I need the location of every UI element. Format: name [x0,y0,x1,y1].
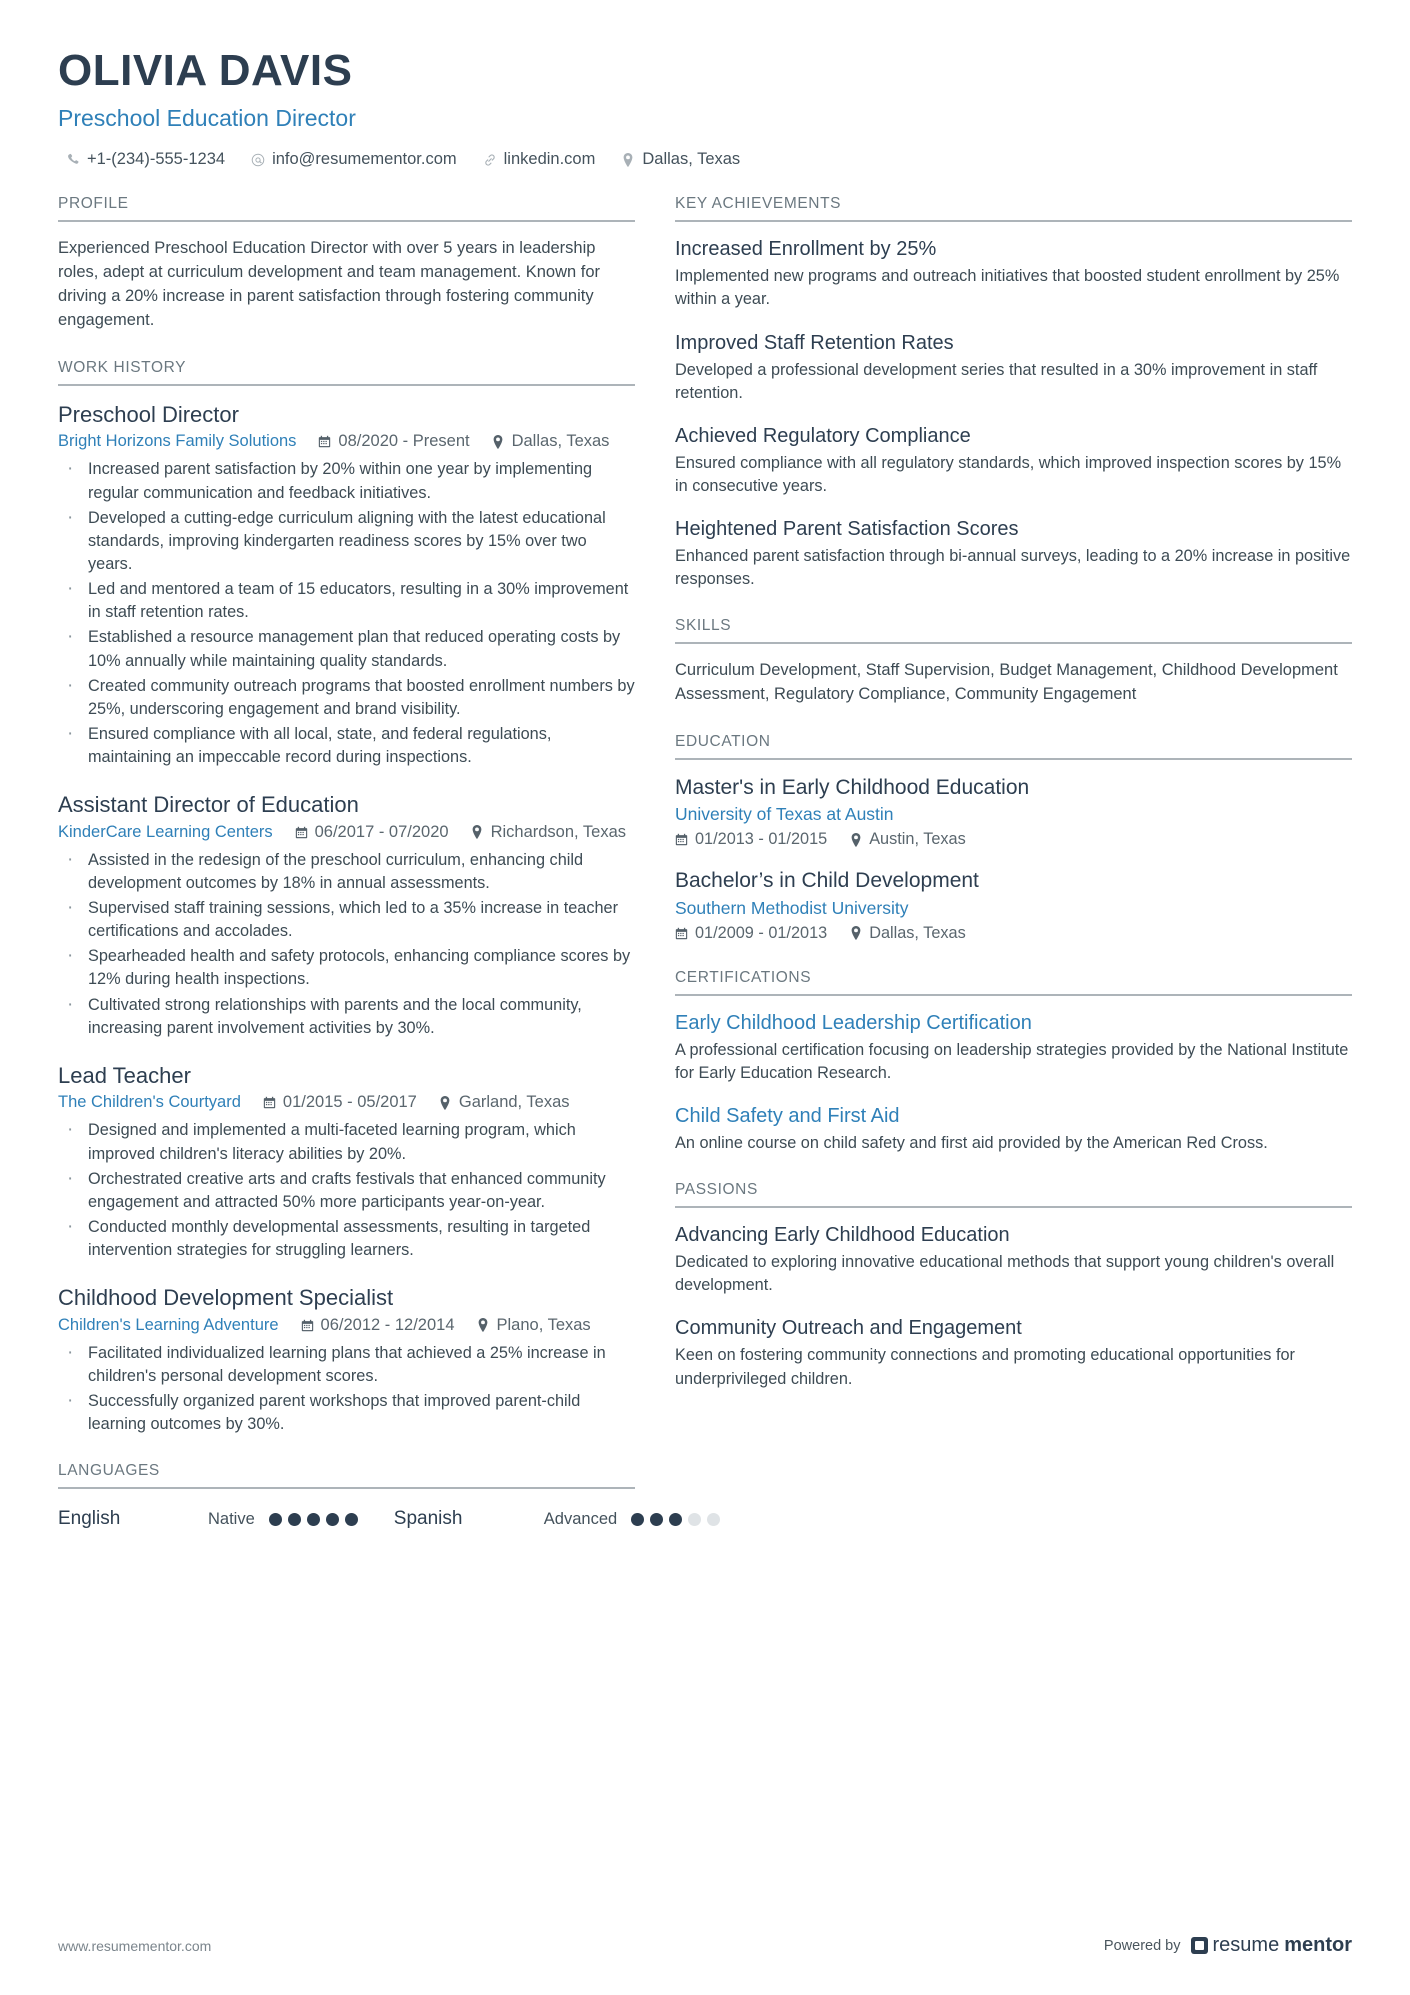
section-profile [58,195,635,333]
education-entry [675,775,1352,849]
section-key-achievements [675,195,1352,591]
job-dates-text: 01/2015 - 05/2017 [282,1093,417,1112]
job-company[interactable]: Bright Horizons Family Solutions [58,432,297,451]
key-achievement [675,424,1352,498]
contact-item-phone[interactable] [66,150,225,169]
section-work-history [58,359,635,1436]
contact-row [58,150,1352,169]
certification-title[interactable]: Child Safety and First Aid [675,1104,900,1127]
education-dates [675,924,827,943]
candidate-job-title: Preschool Education Director [58,104,356,131]
work-history-entry [58,1062,635,1262]
education-location [849,924,966,943]
passion [675,1223,1352,1297]
job-company[interactable]: Children's Learning Adventure [58,1315,279,1334]
passions-list [675,1223,1352,1391]
contact-text: linkedin.com [503,150,596,169]
calendar-icon [318,435,331,449]
job-bullet: · Cultivated strong relationships with parents and the local community, increasing parent involvement activities by 30%. [58,994,635,1040]
key-achievement-title: Achieved Regulatory Compliance [675,424,971,447]
language-rating-dot [345,1513,358,1526]
key-achievement-description: Enhanced parent satisfaction through bi-annual surveys, leading to a 20% increase in positive responses. [675,547,1351,589]
section-heading-profile: PROFILE [58,195,635,222]
location-pin-icon [439,1096,452,1110]
key-achievement [675,237,1352,311]
candidate-name: OLIVIA DAVIS [58,46,353,95]
education-school[interactable]: Southern Methodist University [675,897,909,918]
job-bullet: · Developed a cutting-edge curriculum aligning with the latest educational standards, improving kindergarten readiness scores by 15% over two years. [58,507,635,576]
section-heading-education: EDUCATION [675,733,1352,760]
job-bullet: · Increased parent satisfaction by 20% within one year by implementing regular communication and feedback initiatives. [58,458,635,504]
section-heading-key-achievements: KEY ACHIEVEMENTS [675,195,1352,222]
job-meta [58,432,635,451]
language-rating-dot [288,1513,301,1526]
resume-header [58,48,1352,169]
contact-item-link[interactable] [483,150,596,169]
language-name: English [58,1508,121,1530]
brand-name-first: resume [1212,1934,1280,1956]
passion-title: Community Outreach and Engagement [675,1317,1022,1340]
section-education [675,733,1352,943]
language-item [394,1508,720,1530]
certifications-list [675,1011,1352,1155]
language-name: Spanish [393,1508,463,1530]
passion-title: Advancing Early Childhood Education [675,1224,1010,1247]
work-history-list [58,401,635,1436]
education-dates-text: 01/2013 - 01/2015 [695,830,828,849]
language-level: Advanced [543,1509,618,1528]
job-bullet: · Established a resource management plan that reduced operating costs by 10% annually while maintaining quality standards. [58,626,635,672]
job-bullet: · Designed and implemented a multi-faceted learning program, which improved children's literacy abilities by 20%. [58,1119,635,1165]
education-list [675,775,1352,943]
language-item [58,1508,358,1530]
certification [675,1104,1352,1155]
section-heading-languages: LANGUAGES [58,1462,635,1489]
language-rating-dot [307,1513,320,1526]
key-achievement [675,517,1352,591]
language-rating-dot [707,1513,720,1526]
logo-mark-icon [1191,1937,1208,1954]
job-bullet: · Successfully organized parent workshops that improved parent-child learning outcomes by 30%. [58,1390,635,1436]
languages-list [58,1504,635,1530]
education-entry [675,868,1352,942]
language-rating [269,1513,358,1526]
certification-description: An online course on child safety and first aid provided by the American Red Cross. [675,1133,1268,1152]
job-location [477,1316,591,1335]
section-skills [675,617,1352,707]
key-achievement-description: Ensured compliance with all regulatory standards, which improved inspection scores by 15% in consecutive years. [675,453,1342,495]
section-heading-certifications: CERTIFICATIONS [675,969,1352,996]
key-achievement-title: Improved Staff Retention Rates [675,331,954,354]
section-heading-skills: SKILLS [675,617,1352,644]
job-bullet: · Assisted in the redesign of the preschool curriculum, enhancing child development outcomes by 18% in annual assessments. [58,849,635,895]
language-level: Native [208,1509,255,1528]
work-history-entry [58,1284,635,1436]
email-icon [251,152,265,167]
location-pin-icon [621,152,635,167]
powered-by-block [1104,1934,1352,1957]
education-meta [675,830,1352,849]
job-bullet: · Orchestrated creative arts and crafts festivals that enhanced community engagement and attracted 50% more participants year-on-year. [58,1168,635,1214]
contact-item-location-pin[interactable] [621,150,740,169]
work-history-entry [58,791,635,1040]
certification-description: A professional certification focusing on leadership strategies provided by the National Institute for Early Education Research. [675,1040,1349,1082]
education-location-text: Dallas, Texas [869,923,966,942]
education-dates-text: 01/2009 - 01/2013 [695,923,828,942]
brand-name-second: mentor [1284,1934,1352,1956]
contact-text: +1-(234)-555-1234 [87,150,226,169]
job-location-text: Plano, Texas [496,1315,591,1334]
job-location-text: Garland, Texas [458,1093,570,1112]
job-location [439,1093,570,1112]
phone-icon [66,152,80,167]
job-bullet: · Conducted monthly developmental assessments, resulting in targeted intervention strategies for struggling learners. [58,1216,635,1262]
job-bullet: · Ensured compliance with all local, state, and federal regulations, maintaining an impeccable record during inspections. [58,723,635,769]
key-achievement [675,331,1352,405]
section-heading-work-history: WORK HISTORY [58,359,635,386]
calendar-icon [675,833,688,847]
job-dates [301,1316,455,1335]
education-meta [675,924,1352,943]
right-column [675,195,1352,1416]
education-dates [675,830,827,849]
language-rating-dot [326,1513,339,1526]
job-title: Assistant Director of Education [58,792,359,818]
key-achievement-title: Heightened Parent Satisfaction Scores [675,518,1019,541]
education-school[interactable]: University of Texas at Austin [675,804,894,825]
key-achievement-description: Implemented new programs and outreach initiatives that boosted student enrollment by 25% within a year. [675,267,1340,309]
job-bullet: · Created community outreach programs that boosted enrollment numbers by 25%, underscoring engagement and brand visibility. [58,675,635,721]
job-company[interactable]: KinderCare Learning Centers [58,822,273,841]
job-title: Preschool Director [58,401,239,427]
location-pin-icon [849,833,862,847]
section-languages [58,1462,635,1530]
passion-description: Dedicated to exploring innovative educational methods that support young children's overall development. [675,1253,1335,1295]
link-icon [483,152,497,167]
page-footer [58,1934,1352,1957]
job-location-text: Richardson, Texas [490,822,627,841]
job-dates-text: 06/2017 - 07/2020 [314,822,449,841]
job-bullet: · Spearheaded health and safety protocols, enhancing compliance scores by 12% during health inspections. [58,945,635,991]
job-location [471,823,626,842]
calendar-icon [675,926,688,940]
job-dates-text: 08/2020 - Present [338,432,470,451]
job-dates-text: 06/2012 - 12/2014 [320,1315,455,1334]
job-dates [295,823,449,842]
language-rating-dot [650,1513,663,1526]
job-bullet-list [58,1119,635,1262]
footer-website[interactable]: www.resumementor.com [58,1937,212,1954]
language-rating-dot [688,1513,701,1526]
education-location-text: Austin, Texas [869,830,966,849]
contact-item-email[interactable] [251,150,457,169]
calendar-icon [301,1318,314,1332]
job-dates [318,432,469,451]
education-location [849,830,966,849]
job-meta [58,823,635,842]
key-achievement-title: Increased Enrollment by 25% [675,238,937,261]
job-bullet-list [58,849,635,1040]
language-rating-dot [669,1513,682,1526]
education-degree: Master's in Early Childhood Education [675,776,1030,800]
job-location-text: Dallas, Texas [511,432,610,451]
location-pin-icon [849,926,862,940]
job-bullet: · Led and mentored a team of 15 educators, resulting in a 30% improvement in staff retention rates. [58,578,635,624]
key-achievements-list [675,237,1352,591]
job-title: Childhood Development Specialist [58,1285,394,1311]
left-column [58,195,635,1556]
location-pin-icon [492,435,505,449]
work-history-entry [58,401,635,769]
job-dates [263,1093,417,1112]
section-passions [675,1181,1352,1391]
certification [675,1011,1352,1085]
location-pin-icon [471,825,484,839]
passion [675,1316,1352,1390]
certification-title[interactable]: Early Childhood Leadership Certification [675,1011,1032,1034]
section-heading-passions: PASSIONS [675,1181,1352,1208]
job-bullet: · Supervised staff training sessions, which led to a 35% increase in teacher certifications and accolades. [58,897,635,943]
job-meta [58,1316,635,1335]
job-location [492,432,610,451]
contact-text: info@resumementor.com [272,150,457,169]
key-achievement-description: Developed a professional development series that resulted in a 30% improvement in staff retention. [675,360,1318,402]
calendar-icon [295,825,308,839]
job-bullet: · Facilitated individualized learning plans that achieved a 25% increase in children's personal development scores. [58,1342,635,1388]
resumementor-logo [1191,1934,1353,1957]
passion-description: Keen on fostering community connections and promoting educational opportunities for underprivileged children. [675,1346,1295,1388]
calendar-icon [263,1096,276,1110]
education-degree: Bachelor’s in Child Development [675,869,979,893]
profile-text: Experienced Preschool Education Director with over 5 years in leadership roles, adept at curriculum development and team management. Known for driving a 20% increase in parent satisfaction through fostering community engagement. [58,239,601,329]
location-pin-icon [477,1318,490,1332]
language-rating-dot [631,1513,644,1526]
language-rating-dot [269,1513,282,1526]
skills-text: Curriculum Development, Staff Supervision, Budget Management, Childhood Development Assessment, Regulatory Compliance, Community Engagement [675,661,1338,704]
job-title: Lead Teacher [58,1062,191,1088]
job-company[interactable]: The Children's Courtyard [58,1093,241,1112]
job-bullet-list [58,1342,635,1437]
job-meta [58,1093,635,1112]
powered-by-label: Powered by [1103,1937,1181,1954]
contact-text: Dallas, Texas [642,150,741,169]
job-bullet-list [58,458,635,769]
section-certifications [675,969,1352,1155]
language-rating [631,1513,720,1526]
